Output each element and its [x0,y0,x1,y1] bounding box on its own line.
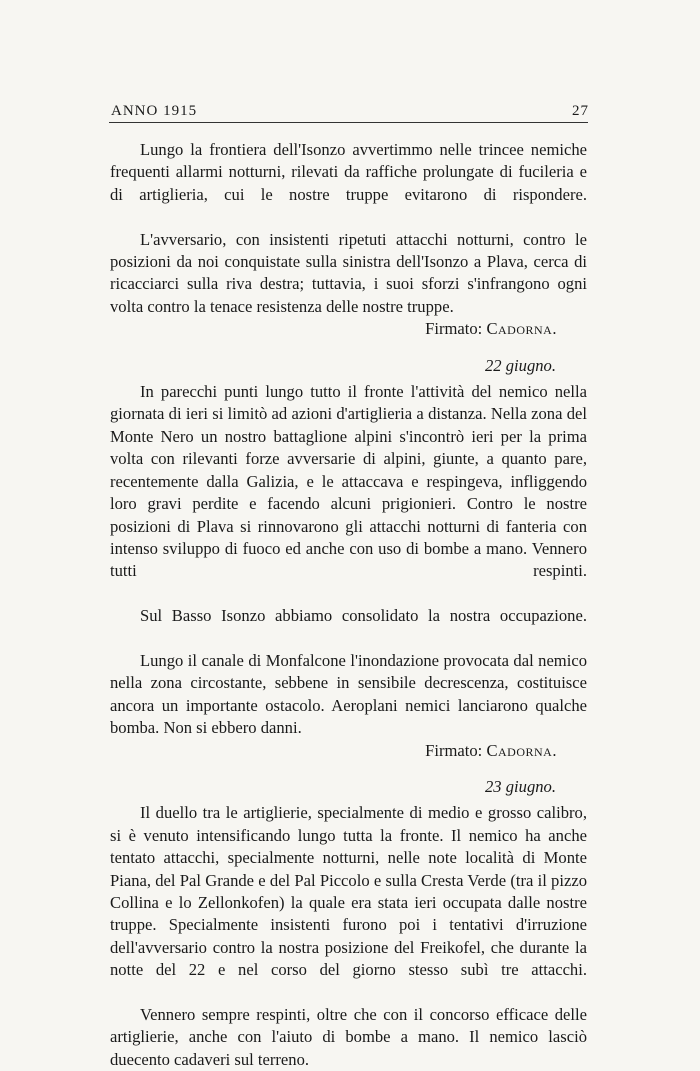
signature-prefix: Firmato: [425,319,483,339]
paragraph: Lungo il canale di Monfalcone l'inondazione provocata dal nemico nella zona circostante, sebbene in sensibile decrescenza, costituisce ancora un importante ostacolo. Aeroplani nemici lanciarono qualche bomba. Non si ebbero danni. [110,650,587,738]
paragraph: L'avversario, con insistenti ripetuti attacchi notturni, contro le posizioni da noi conquistate sulla sinistra dell'Isonzo a Plava, cerca di ricacciarci sulla riva destra; tuttavia, i suoi sforzi s'infrangono ogni volta contro la tenace resistenza delle nostre truppe. [110,229,587,316]
paragraph: Lungo la frontiera dell'Isonzo avvertimmo nelle trincee nemiche frequenti allarmi notturni, rilevati da raffiche prolungate di fucileria e di artiglieria, cui le nostre truppe evitarono di rispondere. [110,140,587,204]
paragraph: In parecchi punti lungo tutto il fronte l'attività del nemico nella giornata di ieri si limitò ad azioni d'artiglieria a distanza. Nella zona del Monte Nero un nostro battaglione alpini s'incontrò ieri per la prima volta con rilevanti forze avversarie di alpini, giunte, a quanto pare, recentemente dalla Galizia, e le attaccava e respingeva, infliggendo loro gravi perdite e facendo alcuni prigionieri. Contro le nostre posizioni di Plava si rinnovarono gli attacchi notturni di fanteria con intenso sviluppo di fuoco ed anche con uso di bombe a mano. Vennero tutti respinti. [110,382,587,581]
signature-name: Cadorna. [486,740,557,760]
paragraph: Sul Basso Isonzo abbiamo consolidato la nostra occupazione. [140,606,587,626]
running-title: ANNO 1915 [111,103,198,119]
body-text [110,139,587,1071]
header-rule [109,122,588,123]
page-number: 27 [572,103,589,119]
paragraph: Vennero sempre respinti, oltre che con il concorso efficace delle artiglierie, anche con l'aiuto di bombe a mano. Il nemico lasciò duecento cadaveri sul terreno. [110,1005,587,1069]
running-header [111,103,589,120]
signature-prefix: Firmato: [425,740,483,760]
signature [110,318,587,340]
signature [110,740,587,762]
paragraph: Il duello tra le artiglierie, specialmente di medio e grosso calibro, si è venuto intensificando lungo tutta la fronte. Il nemico ha anche tentato attacchi, specialmente notturni, nelle note località di Monte Piana, del Pal Grande e del Pal Piccolo e sulla Cresta Verde (tra il pizzo Collina e lo Zellonkofen) la quale era stata ieri occupata dalle nostre truppe. Specialmente insistenti furono poi i tentativi d'irruzione dell'avversario contro la nostra posizione del Freikofel, che durante la notte del 22 e nel corso del giorno stesso subì tre attacchi. [110,803,587,980]
signature-name: Cadorna. [486,319,557,339]
section-date: 22 giugno. [485,355,556,375]
section-date: 23 giugno. [485,776,556,796]
